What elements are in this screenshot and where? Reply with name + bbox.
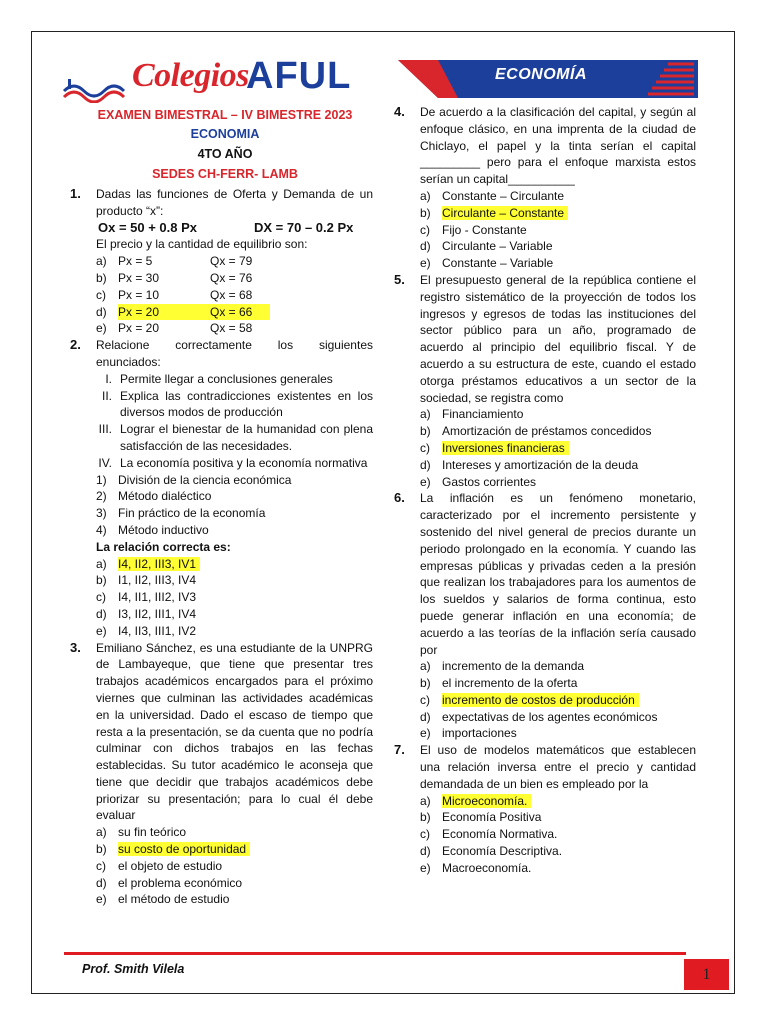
option-text: Intereses y amortización de la deuda (442, 457, 639, 472)
option-text: I3, II2, III1, IV4 (118, 606, 197, 621)
question-7 (394, 742, 696, 876)
option-letter: c) (420, 222, 430, 237)
option-text: Circulante – Constante (442, 206, 568, 220)
option-item (420, 709, 696, 726)
option-item (420, 255, 696, 272)
statement-numeral: I. (105, 371, 112, 386)
statement-item (96, 421, 373, 455)
question-6 (394, 490, 696, 742)
concept-item (96, 488, 373, 505)
question-number: 2. (70, 337, 81, 353)
logo-text-colegios: Colegios (132, 57, 249, 94)
question-5 (394, 272, 696, 490)
option-text (118, 304, 270, 321)
concept-number: 2) (96, 489, 107, 504)
option-item (96, 572, 373, 589)
option-text: Economía Positiva (442, 810, 542, 825)
option-text: Economía Normativa. (442, 827, 558, 842)
wave-logo-icon (62, 77, 132, 103)
option-text (118, 253, 270, 270)
option-letter: b) (96, 842, 107, 857)
option-letter: b) (96, 573, 107, 588)
option-text: I1, II2, III3, IV4 (118, 573, 197, 588)
option-item (420, 205, 696, 222)
option-item (420, 826, 696, 843)
option-text: Constante – Variable (442, 256, 554, 271)
option-item (96, 891, 373, 908)
question-number: 5. (394, 271, 405, 287)
question-1 (70, 186, 373, 337)
option-text: Amortización de préstamos concedidos (442, 424, 652, 439)
option-item (96, 875, 373, 892)
statement-text: Explica las contradicciones existentes en los diversos modos de producción (120, 388, 373, 420)
option-text: el objeto de estudio (118, 858, 223, 873)
question-number: 7. (394, 742, 405, 758)
option-letter: d) (420, 709, 431, 724)
option-text: el incremento de la oferta (442, 676, 578, 691)
option-letter: c) (420, 692, 430, 707)
option-letter: a) (96, 254, 107, 269)
option-letter: a) (420, 407, 431, 422)
question-text (96, 337, 373, 371)
option-text: incremento de la demanda (442, 659, 585, 674)
option-letter: b) (420, 676, 431, 691)
concept-item (96, 472, 373, 489)
option-quantity: Qx = 76 (210, 270, 253, 285)
option-item (96, 320, 373, 337)
option-letter: d) (96, 304, 107, 319)
option-text: I4, II1, III2, IV3 (118, 590, 197, 605)
option-item (420, 793, 696, 810)
statement-item (96, 388, 373, 422)
statement-item (96, 371, 373, 388)
option-text: Fijo - Constante (442, 222, 527, 237)
question-2 (70, 337, 373, 639)
question-text: La inflación es un fenómeno monetario, caracterizado por el incremento persistente y sostenido del nivel general de precios durante un periodo prolongado en la economía. Y cuando las empresas públicas y privadas ceden a la presión que realizan los trabajadores para los aumentos de los sueldos y salarios de forma continua, esto puede generar inflación en una economía; de acuerdo a las teorías de la inflación sería causado por (420, 491, 696, 657)
option-item (96, 606, 373, 623)
equations (96, 220, 373, 237)
banner-title: ECONOMÍA (495, 66, 587, 83)
option-letter: a) (420, 188, 431, 203)
option-letter: a) (420, 793, 431, 808)
option-text: su fin teórico (118, 825, 187, 840)
option-letter: a) (96, 825, 107, 840)
option-letter: d) (420, 457, 431, 472)
question-number: 4. (394, 104, 405, 119)
option-quantity: Qx = 68 (210, 287, 253, 302)
option-text (118, 320, 270, 337)
option-item (96, 841, 373, 858)
option-item (420, 692, 696, 709)
subject-title: ECONOMIA (190, 127, 260, 141)
option-item (420, 843, 696, 860)
option-letter: c) (96, 858, 106, 873)
statement-numeral: IV. (98, 455, 112, 470)
question-prompt: El precio y la cantidad de equilibrio son: (96, 237, 308, 252)
option-item (420, 406, 696, 423)
option-letter: d) (96, 606, 107, 621)
demand-equation: DX = 70 – 0.2 Px (254, 219, 354, 235)
option-text: importaciones (442, 726, 517, 741)
option-letter: e) (420, 860, 431, 875)
option-quantity: Qx = 79 (210, 254, 253, 269)
option-text (118, 287, 270, 304)
option-price: Px = 5 (118, 254, 153, 269)
statement-text: La economía positiva y la economía normativa (120, 455, 368, 470)
option-price: Px = 30 (118, 270, 160, 285)
option-item (420, 809, 696, 826)
option-item (96, 253, 373, 270)
concept-number: 3) (96, 506, 107, 521)
option-text: incremento de costos de producción (442, 693, 639, 707)
option-item (420, 423, 696, 440)
option-item (96, 824, 373, 841)
option-item (420, 222, 696, 239)
option-item (420, 457, 696, 474)
option-letter: b) (420, 810, 431, 825)
option-letter: c) (96, 287, 106, 302)
option-item (96, 287, 373, 304)
option-text: I4, II2, III3, IV1 (118, 557, 200, 571)
statement-text: Permite llegar a conclusiones generales (120, 371, 333, 386)
concept-number: 4) (96, 522, 107, 537)
option-item (420, 658, 696, 675)
page-number: 1 (684, 959, 729, 990)
option-letter: e) (96, 623, 107, 638)
option-item (420, 474, 696, 491)
right-column (394, 104, 696, 877)
option-item (96, 304, 373, 321)
option-letter: b) (96, 270, 107, 285)
left-column (70, 186, 373, 908)
concept-item (96, 505, 373, 522)
question-text: El uso de modelos matemáticos que establecen una relación inversa entre el precio y cantidad demandada de un bien es empleado por la (420, 743, 696, 791)
option-item (420, 238, 696, 255)
option-item (96, 556, 373, 573)
option-letter: e) (420, 256, 431, 271)
concept-text: Fin práctico de la economía (118, 506, 266, 521)
option-quantity: Qx = 58 (210, 321, 253, 336)
option-price: Px = 10 (118, 287, 160, 302)
option-text: Gastos corrientes (442, 474, 537, 489)
option-letter: a) (96, 556, 107, 571)
option-letter: a) (420, 659, 431, 674)
statement-numeral: II. (101, 388, 112, 403)
option-price: Px = 20 (118, 321, 160, 336)
option-item (96, 589, 373, 606)
question-number: 3. (70, 639, 81, 655)
option-text: Inversiones financieras (442, 441, 569, 455)
concept-item (96, 522, 373, 539)
concept-number: 1) (96, 472, 107, 487)
option-letter: b) (420, 424, 431, 439)
question-text: Emiliano Sánchez, es una estudiante de la UNPRG de Lambayeque, que tiene que presentar tres trabajos académicos encargados para el próximo viernes que culminan las actividades académicas en la universidad. Dado el escaso de tiempo que resta a la presentación, se da cuenta que no podría culminar con dichos trabajos en las fechas establecidas. Su tutor académico le aconseja que tiene que decidir que trabajos académicos debe priorizar su presentación; para lo cual él debe evaluar (96, 640, 373, 823)
option-letter: e) (420, 726, 431, 741)
option-letter: b) (420, 205, 431, 220)
option-letter: c) (420, 440, 430, 455)
question-text: El presupuesto general de la república contiene el registro sistemático de la proyección de todos los ingresos y egresos de todas las instituciones del sector público para un año, programado de acuerdo al principio del equilibrio fiscal. Y de acuerdo a su estructura de este, cuando el estado otorga préstamos educativos a un sector de la sociedad, se registra como (420, 272, 696, 405)
supply-equation: Ox = 50 + 0.8 Px (98, 219, 198, 235)
option-item (96, 858, 373, 875)
option-letter: c) (96, 590, 106, 605)
question-4 (394, 104, 696, 272)
option-letter: d) (420, 239, 431, 254)
option-quantity: Qx = 66 (210, 304, 253, 319)
option-letter: e) (420, 474, 431, 489)
option-text: el método de estudio (118, 892, 230, 907)
option-text: Economía Descriptiva. (442, 844, 563, 859)
question-number: 6. (394, 490, 405, 506)
statement-numeral: III. (98, 422, 112, 437)
question-text-span: Relacione correctamente los siguientes enunciados: (96, 338, 373, 369)
option-text: I4, II3, III1, IV2 (118, 623, 197, 638)
option-text: el problema económico (118, 875, 243, 890)
option-item (420, 188, 696, 205)
author-name: Prof. Smith Vilela (82, 962, 185, 976)
option-letter: c) (420, 827, 430, 842)
school-logo (62, 55, 392, 105)
statement-item (96, 455, 373, 472)
relation-label: La relación correcta es: (96, 539, 231, 554)
footer-divider (64, 952, 686, 955)
option-text: Constante – Circulante (442, 188, 565, 203)
option-letter: e) (96, 892, 107, 907)
option-item (96, 270, 373, 287)
option-item (420, 725, 696, 742)
option-item (420, 675, 696, 692)
option-letter: d) (96, 875, 107, 890)
option-letter: d) (420, 844, 431, 859)
concept-text: Método inductivo (118, 522, 209, 537)
option-letter: e) (96, 321, 107, 336)
question-text: Dadas las funciones de Oferta y Demanda de un producto “x”: (96, 187, 373, 218)
question-number: 1. (70, 186, 81, 201)
question-3 (70, 640, 373, 909)
option-price: Px = 20 (118, 304, 160, 319)
option-text: expectativas de los agentes económicos (442, 709, 658, 724)
logo-text-aful: AFUL (246, 55, 352, 97)
option-text: Financiamiento (442, 407, 524, 422)
option-text (118, 270, 270, 287)
option-item (96, 623, 373, 640)
option-item (420, 860, 696, 877)
option-text: Microeconomía. (442, 794, 531, 808)
option-text: su costo de oportunidad (118, 842, 250, 856)
sedes-title: SEDES CH-FERR- LAMB (152, 167, 298, 181)
question-text: De acuerdo a la clasificación del capital, y según al enfoque clásico, en una imprenta de la ciudad de Chiclayo, el papel y la tinta serían el capital _________ pero para el enfoque marxista estos serían un capital__________ (420, 105, 696, 187)
concept-text: División de la ciencia económica (118, 472, 292, 487)
statement-text: Lograr el bienestar de la humanidad con plena satisfacción de las necesidades. (120, 422, 373, 453)
exam-title: EXAMEN BIMESTRAL – IV BIMESTRE 2023 (97, 108, 353, 122)
grade-title: 4TO AÑO (197, 147, 253, 161)
option-text: Circulante – Variable (442, 239, 553, 254)
concept-text: Método dialéctico (118, 489, 212, 504)
option-text: Macroeconomía. (442, 860, 532, 875)
option-item (420, 440, 696, 457)
